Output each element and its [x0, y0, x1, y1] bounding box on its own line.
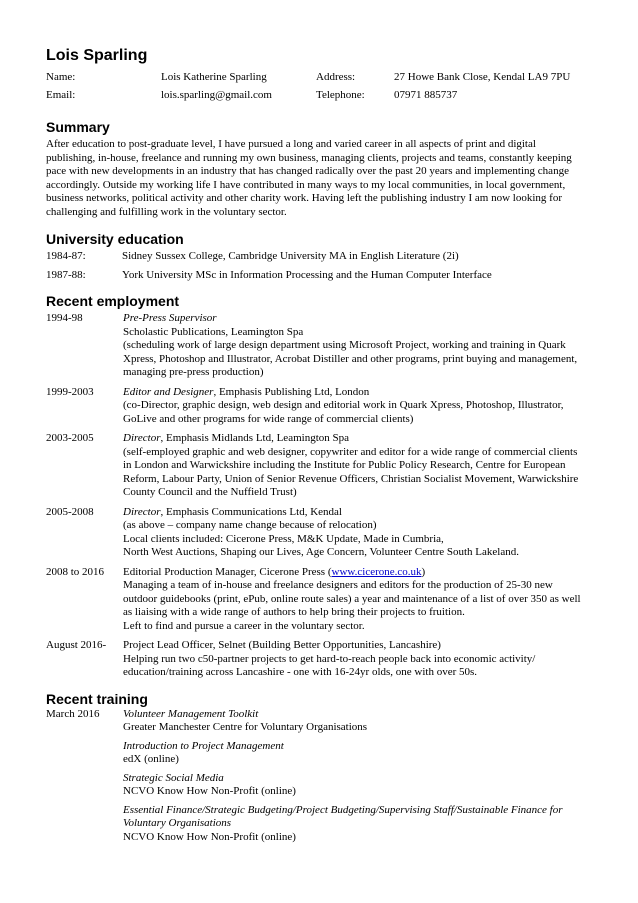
- training-provider: NCVO Know How Non-Profit (online): [123, 830, 296, 843]
- job-dates: 1999-2003: [46, 385, 94, 398]
- job-line: Helping run two c50-partner projects to get hard-to-reach people back into economic activity/ education/training across Lancashire - one with 16-24yr olds, one with over 50s.: [123, 652, 536, 678]
- job-line: Local clients included: Cicerone Press, M&K Update, Made in Cumbria,: [123, 532, 444, 545]
- job-line: Managing a team of in-house and freelance designers and editors for the production of 25-30 new outdoor guidebooks (print, ePub, online route sales) a year and maintenance of a list of over 350 as well as liaising with a wide range of authors to help bring their projects to fruition.: [123, 579, 581, 618]
- address-label: Address:: [316, 71, 356, 83]
- job-line: (self-employed graphic and web designer, copywriter and editor for a wide range of commercial clients in London and Warwickshire including the Institute for Public Policy Research, Centre for European Reform, Labour Party, Union of Senior Revenue Officers, Christian Socialist Movement, Warwickshire County Council and the Nuffield Trust): [123, 445, 579, 498]
- training-item: [123, 740, 581, 767]
- job-entry: [46, 312, 606, 380]
- education-dates: 1984-87:: [46, 250, 86, 262]
- training-provider: edX (online): [123, 753, 179, 765]
- job-entry: [46, 386, 606, 427]
- job-dates: August 2016-: [46, 639, 107, 651]
- summary-heading: Summary: [46, 119, 110, 135]
- telephone-value: 07971 885737: [394, 88, 458, 101]
- job-dates: 2008 to 2016: [46, 565, 105, 578]
- training-course: Introduction to Project Management: [123, 739, 284, 752]
- job-entry: [46, 566, 606, 634]
- job-role: Pre-Press Supervisor: [123, 312, 217, 324]
- cv-name-heading: Lois Sparling: [46, 47, 148, 64]
- name-label: Name:: [46, 71, 76, 83]
- email-value: lois.sparling@gmail.com: [161, 88, 272, 101]
- job-org: , Emphasis Midlands Ltd, Leamington Spa: [160, 432, 349, 444]
- job-title: Editorial Production Manager, Cicerone Press (: [123, 565, 332, 578]
- education-dates: 1987-88:: [46, 268, 86, 281]
- training-item: [123, 772, 581, 799]
- summary-text: After education to post-graduate level, I have pursued a long and varied career in all aspects of print and digital publishing, in-house, freelance and running my own business, managing clients, projects and teams, constantly keeping pace with new developments in an industry that has changed radically over the past 20 years and implementing change accordingly. Outside my working life I have contributed in many ways to my local communities, in local government, business networks, political activity and other charity work. Having left the publishing industry I am now looking for challenging and fulfilling work in the voluntary sector.: [46, 138, 572, 218]
- name-value: Lois Katherine Sparling: [161, 71, 267, 83]
- training-dates: March 2016: [46, 707, 100, 720]
- job-line: (co-Director, graphic design, web design and editorial work in Quark Xpress, Photoshop, Illustrator, GoLive and other programs for wide range of commercial clients): [123, 399, 564, 425]
- job-entry: [46, 432, 606, 500]
- cv-page: [46, 46, 606, 849]
- training-course: Strategic Social Media: [123, 771, 224, 784]
- training-provider: Greater Manchester Centre for Voluntary Organisations: [123, 721, 368, 733]
- job-role: Director: [123, 432, 161, 444]
- training-course: Essential Finance/Strategic Budgeting/Project Budgeting/Supervising Staff/Sustainable Finance for Voluntary Organisations: [123, 803, 563, 829]
- job-title-close: ): [421, 565, 426, 578]
- contact-block: [46, 71, 606, 102]
- address-value: 27 Howe Bank Close, Kendal LA9 7PU: [394, 71, 571, 83]
- job-title: Project Lead Officer, Selnet (Building Better Opportunities, Lancashire): [123, 639, 441, 651]
- job-line: North West Auctions, Shaping our Lives, Age Concern, Volunteer Centre South Lakeland.: [123, 546, 519, 558]
- training-item: [123, 708, 581, 735]
- job-line: (scheduling work of large design department using Microsoft Project, working and training in Quark Xpress, Photoshop and Illustrator, Acrobat Distiller and other programs, print buying and management, managing pre-press production): [123, 339, 578, 378]
- email-label: Email:: [46, 88, 76, 101]
- job-entry: [46, 506, 606, 560]
- education-section: [46, 230, 606, 282]
- job-org: , Emphasis Publishing Ltd, London: [213, 385, 370, 398]
- cicerone-link[interactable]: www.cicerone.co.uk: [331, 565, 422, 578]
- education-row: [46, 250, 606, 264]
- training-course: Volunteer Management Toolkit: [123, 707, 259, 720]
- job-org: , Emphasis Communications Ltd, Kendal: [160, 505, 342, 518]
- training-heading: Recent training: [46, 690, 148, 707]
- training-block: [46, 708, 606, 850]
- education-text: York University MSc in Information Processing and the Human Computer Interface: [122, 268, 492, 281]
- training-item: [123, 804, 581, 845]
- job-line: (as above – company name change because of relocation): [123, 519, 377, 531]
- job-line: Left to find and pursue a career in the voluntary sector.: [123, 619, 365, 632]
- education-heading: University education: [46, 231, 184, 247]
- job-dates: 2003-2005: [46, 432, 94, 444]
- job-dates: 2005-2008: [46, 505, 94, 518]
- employment-heading: Recent employment: [46, 293, 180, 309]
- training-section: [46, 690, 606, 850]
- job-role: Director: [123, 505, 161, 518]
- education-row: [46, 269, 606, 283]
- job-dates: 1994-98: [46, 312, 83, 324]
- telephone-label: Telephone:: [316, 88, 365, 101]
- job-role: Editor and Designer: [123, 385, 214, 398]
- employment-section: [46, 292, 606, 680]
- job-entry: [46, 639, 606, 680]
- training-provider: NCVO Know How Non-Profit (online): [123, 785, 296, 797]
- summary-section: [46, 118, 606, 219]
- education-text: Sidney Sussex College, Cambridge University MA in English Literature (2i): [122, 250, 459, 262]
- job-line: Scholastic Publications, Leamington Spa: [123, 325, 304, 338]
